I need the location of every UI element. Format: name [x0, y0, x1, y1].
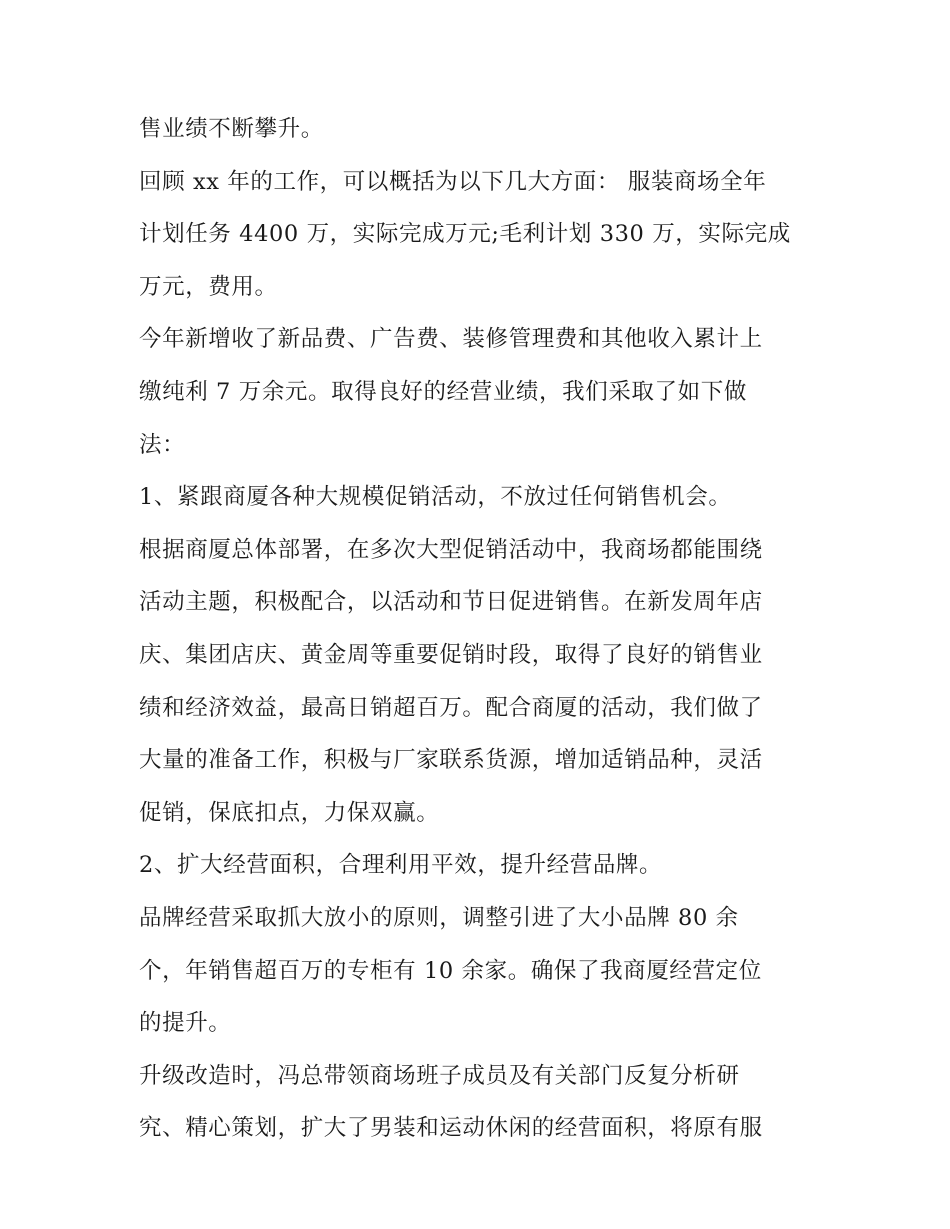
text-line: 售业绩不断攀升。 [139, 116, 324, 142]
text-line: 绩和经济效益，最高日销超百万。配合商厦的活动，我们做了 [139, 694, 763, 721]
text-line: 升级改造时，冯总带领商场班子成员及有关部门反复分析研 [139, 1062, 740, 1089]
text-line: 缴纯利 7 万余元。取得良好的经营业绩，我们采取了如下做 [139, 378, 747, 405]
text-line: 今年新增收了新品费、广告费、装修管理费和其他收入累计上 [139, 326, 763, 353]
text-line: 计划任务 4400 万，实际完成万元;毛利计划 330 万，实际完成 [139, 221, 791, 248]
text-line: 活动主题，积极配合，以活动和节日促进销售。在新发周年店 [139, 589, 763, 616]
text-line: 个，年销售超百万的专柜有 10 余家。确保了我商厦经营定位 [139, 957, 762, 984]
text-line: 庆、集团店庆、黄金周等重要促销时段，取得了良好的销售业 [139, 641, 763, 668]
text-line: 大量的准备工作，积极与厂家联系货源，增加适销品种，灵活 [139, 747, 763, 774]
text-line: 促销，保底扣点，力保双赢。 [139, 799, 440, 826]
text-line: 品牌经营采取抓大放小的原则，调整引进了大小品牌 80 余 [139, 904, 739, 931]
section-heading: 1、紧跟商厦各种大规模促销活动，不放过任何销售机会。 [139, 484, 732, 511]
text-line: 回顾 xx 年的工作，可以概括为以下几大方面： 服装商场全年 [139, 168, 767, 195]
section-heading: 2、扩大经营面积，合理利用平效，提升经营品牌。 [139, 852, 663, 879]
text-line: 的提升。 [139, 1010, 232, 1037]
text-line: 根据商厦总体部署，在多次大型促销活动中，我商场都能围绕 [139, 536, 763, 563]
text-line: 法： [139, 431, 186, 458]
text-line: 万元，费用。 [139, 273, 278, 300]
text-line: 究、精心策划，扩大了男装和运动休闲的经营面积，将原有服 [139, 1115, 763, 1142]
document-body [139, 103, 819, 1155]
